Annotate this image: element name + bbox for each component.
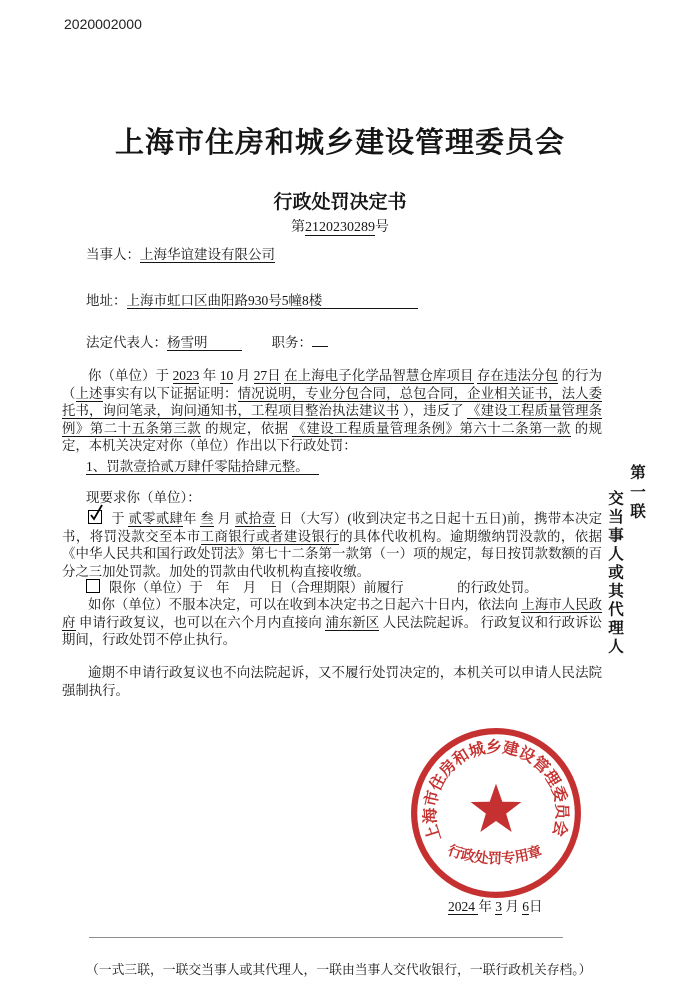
enforcement-paragraph: 逾期不申请行政复议也不向法院起诉，又不履行处罚决定的，本机关可以申请人民法院强制执行。 <box>62 665 602 698</box>
penalty-item <box>86 455 319 475</box>
seal-ring-text: 上海市住房和城乡建设管理委员会 <box>422 739 570 843</box>
text-segment: 的行为（ <box>62 368 602 401</box>
deadline-option-line <box>86 577 538 596</box>
text-segment: 6 <box>522 899 529 914</box>
text-segment: 10 <box>219 368 234 383</box>
legal-rep-line <box>86 331 328 351</box>
text-segment: 年 <box>199 368 220 383</box>
text-segment: 的具体代收机构。逾期缴纳罚没款的，依据《中华人民共和国行政处罚法》第七十二条第一款第（一）项的规定，每日按罚款数额的百分之三加处罚款。加处的罚款由代收机构直接收缴。 <box>62 528 603 579</box>
text-segment: 于 <box>111 511 129 526</box>
duty-label: 职务： <box>271 335 312 350</box>
doc-number-prefix: 第 <box>291 220 305 235</box>
text-segment: 《建设工程质量管理条例》第二十五条第三款 <box>62 403 603 436</box>
requirement-intro: 现要求你（单位）： <box>86 490 201 505</box>
duty-value-blank <box>312 333 328 347</box>
appeal-paragraph <box>62 596 602 649</box>
seal-bottom-text: 行政处罚专用章 <box>445 842 545 868</box>
official-seal <box>407 724 585 902</box>
payment-option-text <box>62 511 602 579</box>
deadline-option-checkbox-empty[interactable] <box>86 579 100 593</box>
text-segment: 月 <box>213 511 235 526</box>
party-label: 当事人： <box>86 247 140 262</box>
copy-number-label: 第一联 <box>628 464 645 523</box>
text-segment: 人民法院起诉。 行政复议和行政诉讼期间，行政处罚不停止执行。 <box>62 614 603 647</box>
text-segment: 年 <box>183 511 201 526</box>
text-segment: 你（单位）于 <box>88 368 173 383</box>
text-segment: 如你（单位）不服本决定，可以在收到本决定书之日起六十日内，依法向 <box>88 597 522 612</box>
violation-paragraph <box>62 367 602 455</box>
text-segment: 上海市人民政府 <box>62 597 602 630</box>
text-segment: 贰拾壹 <box>234 511 276 526</box>
address-line <box>86 289 418 309</box>
text-segment: 情况说明，专业分包合同，总包合同，企业相关证书，法人委托书，询问笔录，询问通知书，工程项目整治执法建议书 <box>62 385 603 418</box>
address-label: 地址： <box>86 293 127 308</box>
deadline-option-text: 限你（单位）于 年 月 日（合理期限）前履行 的行政处罚。 <box>109 580 538 595</box>
copies-note: （一式三联，一联交当事人或其代理人，一联由当事人交代收银行，一联行政机关存档。） <box>86 963 592 977</box>
text-segment: 浦东新区 <box>325 614 380 630</box>
payment-option-checkbox-checked[interactable] <box>88 510 102 524</box>
decision-date <box>448 895 543 915</box>
text-segment: 3 <box>495 899 502 914</box>
text-segment: 申请行政复议，也可以在六个月内直接向 <box>75 614 326 630</box>
text-segment: 月 <box>233 368 254 383</box>
divider-line <box>89 937 563 938</box>
legal-rep-label: 法定代表人： <box>86 335 167 350</box>
party-line <box>86 243 275 263</box>
text-segment: 的规定，依据 <box>201 420 293 436</box>
address-value: 上海市虹口区曲阳路930号5幢8楼 <box>127 293 419 309</box>
text-segment: 的规定，本机关决定对你（单位）作出以下行政处罚： <box>62 420 602 453</box>
text-segment: 2023 <box>172 368 200 383</box>
text-segment: 2024 <box>448 899 479 914</box>
text-segment: 日 <box>529 899 543 914</box>
party-name-value: 上海华谊建设有限公司 <box>140 247 275 262</box>
text-segment: 日（大写）(收到决定书之日起十五日)前，携带本决定书，将罚没款交至本市 <box>62 511 603 544</box>
text-segment: 《建设工程质量管理条例》第六十二条第一款 <box>292 420 571 436</box>
copy-recipient-label: 交当事人或其代理人 <box>606 490 623 657</box>
text-segment: 事实有以下证据证明： <box>102 385 238 401</box>
legal-rep-name-value: 杨雪明 <box>167 335 242 351</box>
text-segment: 存在违法分包 <box>476 368 559 383</box>
text-segment: 在上海电子化学品智慧仓库项目 <box>284 368 474 383</box>
doc-number-suffix: 号 <box>375 220 389 235</box>
text-segment: 贰零贰肆 <box>128 511 184 526</box>
text-segment: 工商银行或者建设银行 <box>200 528 340 544</box>
copy-designation-strip <box>603 464 647 657</box>
check-mark-icon <box>88 503 104 521</box>
text-segment: 上述 <box>75 385 103 401</box>
doc-serial-number: 2020002000 <box>64 16 142 32</box>
text-segment: 27日 <box>253 368 281 383</box>
text-segment: 月 <box>502 899 523 914</box>
text-segment: ），违反了 <box>399 403 468 418</box>
text-segment: 叁 <box>200 511 214 526</box>
payment-option-paragraph <box>62 510 602 580</box>
svg-text:行政处罚专用章 <box>446 841 544 867</box>
agency-title: 上海市住房和城乡建设管理委员会 <box>114 127 565 159</box>
text-segment: 年 <box>478 899 496 914</box>
document-title: 行政处罚决定书 <box>273 192 407 213</box>
seal-star-icon <box>471 784 522 832</box>
document-number <box>0 216 680 236</box>
penalty-item-text: 1、罚款壹拾贰万肆仟零陆拾肆元整。 <box>86 459 319 475</box>
doc-number-value: 2120230289 <box>305 220 375 235</box>
